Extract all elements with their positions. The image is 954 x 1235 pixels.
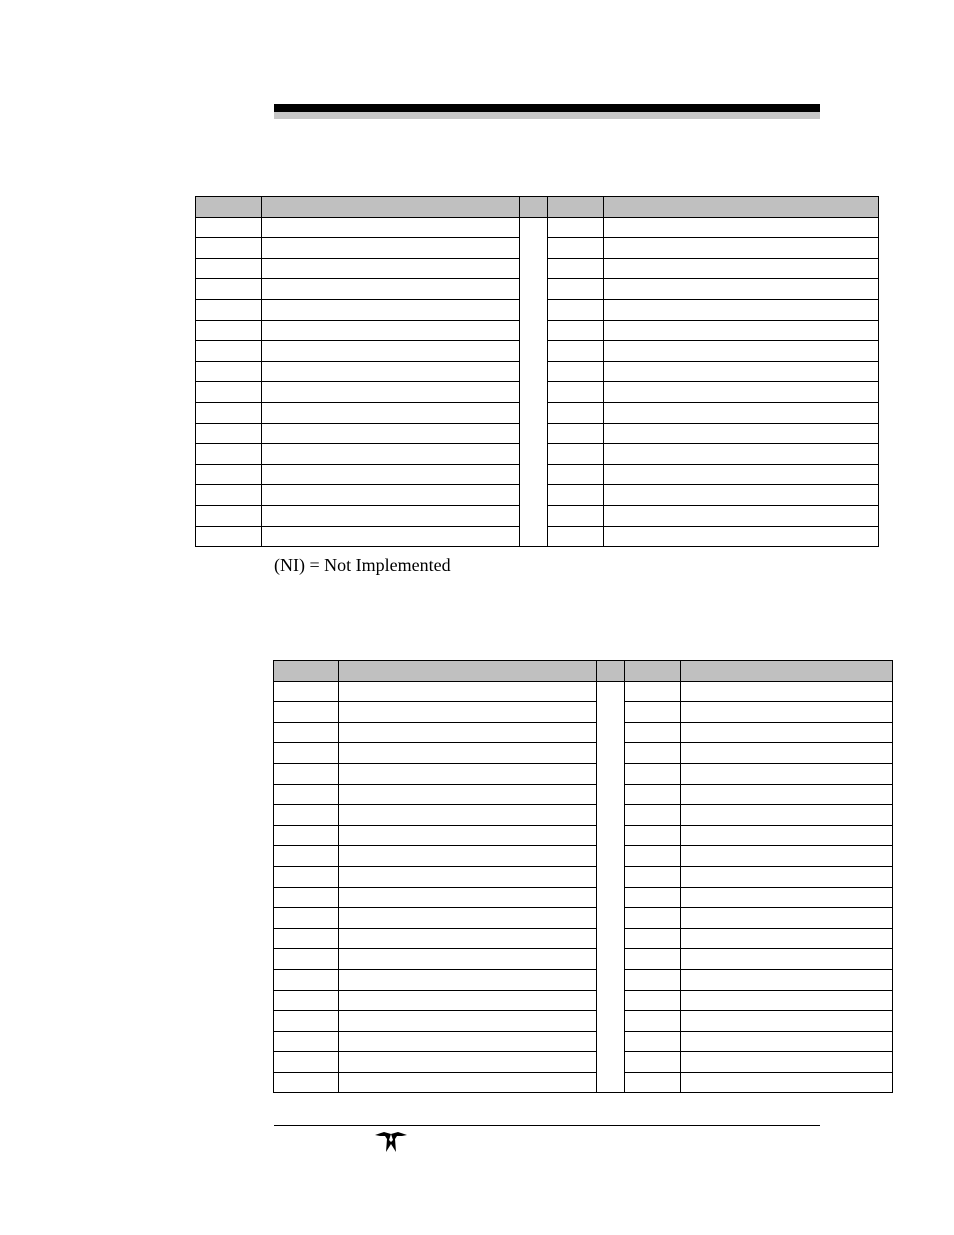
table-cell xyxy=(196,238,262,259)
table-cell xyxy=(548,299,604,320)
table-cell xyxy=(196,464,262,485)
table-cell xyxy=(681,702,893,723)
table-cell xyxy=(274,949,339,970)
table-cell xyxy=(681,866,893,887)
table-cell xyxy=(604,279,879,300)
table-cell xyxy=(625,825,681,846)
table-cell xyxy=(681,949,893,970)
table-cell xyxy=(625,763,681,784)
table-row xyxy=(274,722,893,743)
table-cell xyxy=(625,702,681,723)
table-cell xyxy=(196,505,262,526)
table-cell xyxy=(625,681,681,702)
footer-rule xyxy=(274,1125,820,1126)
table-cell xyxy=(274,908,339,929)
table-cell xyxy=(625,1072,681,1093)
table-cell xyxy=(274,702,339,723)
table-cell xyxy=(604,526,879,547)
header-rule-black xyxy=(274,104,820,112)
table-cell xyxy=(274,743,339,764)
table-cell xyxy=(339,949,597,970)
table-cell xyxy=(604,341,879,362)
table-cell xyxy=(339,887,597,908)
table-cell xyxy=(262,238,520,259)
table-cell xyxy=(681,969,893,990)
table-cell xyxy=(339,763,597,784)
table-row xyxy=(196,217,879,238)
table-cell xyxy=(196,444,262,465)
table-cell xyxy=(625,743,681,764)
table-cell xyxy=(681,681,893,702)
table-cell xyxy=(274,969,339,990)
table-cell xyxy=(274,1011,339,1032)
table-cell xyxy=(604,505,879,526)
separator-column xyxy=(520,217,548,547)
table-row xyxy=(274,805,893,826)
table-cell xyxy=(262,341,520,362)
header-cell xyxy=(625,661,681,682)
table-row xyxy=(274,846,893,867)
table-cell xyxy=(339,825,597,846)
table-cell xyxy=(262,279,520,300)
table-cell xyxy=(262,423,520,444)
table-cell xyxy=(604,423,879,444)
table-row xyxy=(274,928,893,949)
table-cell xyxy=(604,382,879,403)
table-row xyxy=(274,1031,893,1052)
table-cell xyxy=(625,866,681,887)
pin-table-2 xyxy=(273,660,893,1093)
table-cell xyxy=(604,361,879,382)
table-cell xyxy=(274,990,339,1011)
table-cell xyxy=(339,784,597,805)
header-cell xyxy=(520,197,548,218)
table-cell xyxy=(604,217,879,238)
table-cell xyxy=(274,722,339,743)
table-row xyxy=(274,1052,893,1073)
table-cell xyxy=(681,743,893,764)
table-cell xyxy=(339,702,597,723)
table-cell xyxy=(339,846,597,867)
table-cell xyxy=(196,423,262,444)
table-cell xyxy=(681,928,893,949)
table-cell xyxy=(681,805,893,826)
table-cell xyxy=(339,722,597,743)
pin-table-1 xyxy=(195,196,879,547)
table-cell xyxy=(339,1011,597,1032)
teledyne-logo-icon xyxy=(372,1130,410,1154)
header-cell xyxy=(681,661,893,682)
table-cell xyxy=(548,423,604,444)
footnote: (NI) = Not Implemented xyxy=(274,555,451,575)
table-cell xyxy=(274,681,339,702)
table-cell xyxy=(196,299,262,320)
table-cell xyxy=(548,464,604,485)
table-cell xyxy=(262,464,520,485)
table-cell xyxy=(604,444,879,465)
table-cell xyxy=(262,485,520,506)
table-cell xyxy=(625,1052,681,1073)
table-cell xyxy=(681,1072,893,1093)
table-cell xyxy=(625,908,681,929)
table-cell xyxy=(625,1031,681,1052)
header-cell xyxy=(196,197,262,218)
table-cell xyxy=(274,866,339,887)
table-cell xyxy=(339,1052,597,1073)
table-cell xyxy=(681,825,893,846)
table-cell xyxy=(262,217,520,238)
header-cell xyxy=(597,661,625,682)
table-cell xyxy=(604,320,879,341)
table-cell xyxy=(681,1011,893,1032)
table-cell xyxy=(548,238,604,259)
table-cell xyxy=(262,526,520,547)
table-cell xyxy=(339,928,597,949)
table-cell xyxy=(548,382,604,403)
header-cell xyxy=(548,197,604,218)
table-cell xyxy=(548,279,604,300)
table-row xyxy=(274,743,893,764)
table-cell xyxy=(274,825,339,846)
table-cell xyxy=(196,341,262,362)
table-cell xyxy=(548,217,604,238)
table-cell xyxy=(339,908,597,929)
table-cell xyxy=(274,887,339,908)
table-row xyxy=(274,1011,893,1032)
table-cell xyxy=(339,1072,597,1093)
table-cell xyxy=(262,361,520,382)
table-cell xyxy=(196,402,262,423)
separator-column xyxy=(597,681,625,1093)
table-cell xyxy=(548,402,604,423)
header-rule-gray xyxy=(274,112,820,119)
table-cell xyxy=(604,258,879,279)
table-row xyxy=(274,784,893,805)
table-cell xyxy=(262,505,520,526)
table-cell xyxy=(604,238,879,259)
table-row xyxy=(274,866,893,887)
table-cell xyxy=(339,743,597,764)
header-cell xyxy=(262,197,520,218)
table-cell xyxy=(548,444,604,465)
table-cell xyxy=(604,299,879,320)
table-cell xyxy=(274,928,339,949)
table-row xyxy=(274,908,893,929)
table-cell xyxy=(681,990,893,1011)
table-cell xyxy=(681,763,893,784)
table-row xyxy=(274,990,893,1011)
table-row xyxy=(274,949,893,970)
table-cell xyxy=(681,908,893,929)
table-cell xyxy=(262,444,520,465)
table-cell xyxy=(274,784,339,805)
table-row xyxy=(274,825,893,846)
table-row xyxy=(274,702,893,723)
table-cell xyxy=(681,1031,893,1052)
table-row xyxy=(274,763,893,784)
table-cell xyxy=(548,341,604,362)
table-cell xyxy=(625,784,681,805)
table-row xyxy=(274,681,893,702)
table-header-row xyxy=(274,661,893,682)
table-cell xyxy=(625,805,681,826)
table-cell xyxy=(681,722,893,743)
table-cell xyxy=(274,805,339,826)
table-cell xyxy=(548,526,604,547)
table-cell xyxy=(681,784,893,805)
table-cell xyxy=(196,526,262,547)
table-cell xyxy=(604,402,879,423)
header-cell xyxy=(339,661,597,682)
table-row xyxy=(274,969,893,990)
table-cell xyxy=(625,846,681,867)
table-cell xyxy=(196,361,262,382)
table-cell xyxy=(339,969,597,990)
table-cell xyxy=(274,846,339,867)
header-cell xyxy=(604,197,879,218)
table-cell xyxy=(604,464,879,485)
table-cell xyxy=(625,990,681,1011)
table-cell xyxy=(274,1031,339,1052)
table-cell xyxy=(625,722,681,743)
table-cell xyxy=(274,763,339,784)
table-row xyxy=(274,1072,893,1093)
table-cell xyxy=(339,990,597,1011)
table-cell xyxy=(681,846,893,867)
table-cell xyxy=(548,505,604,526)
table-cell xyxy=(339,681,597,702)
table-cell xyxy=(274,1052,339,1073)
table-cell xyxy=(262,402,520,423)
table-cell xyxy=(681,887,893,908)
table-cell xyxy=(625,949,681,970)
table-cell xyxy=(262,258,520,279)
table-cell xyxy=(196,258,262,279)
table-cell xyxy=(625,1011,681,1032)
table-cell xyxy=(548,485,604,506)
table-cell xyxy=(548,361,604,382)
header-cell xyxy=(274,661,339,682)
table-cell xyxy=(681,1052,893,1073)
table-cell xyxy=(196,382,262,403)
table-cell xyxy=(262,382,520,403)
table-cell xyxy=(196,279,262,300)
table-row xyxy=(274,887,893,908)
table-cell xyxy=(274,1072,339,1093)
table-cell xyxy=(339,866,597,887)
table-cell xyxy=(625,969,681,990)
table-cell xyxy=(196,320,262,341)
table-cell xyxy=(339,1031,597,1052)
table-cell xyxy=(625,928,681,949)
table-header-row xyxy=(196,197,879,218)
table-cell xyxy=(548,320,604,341)
table-cell xyxy=(262,299,520,320)
table-cell xyxy=(196,485,262,506)
table-cell xyxy=(339,805,597,826)
table-cell xyxy=(262,320,520,341)
table-cell xyxy=(548,258,604,279)
table-cell xyxy=(625,887,681,908)
table-cell xyxy=(196,217,262,238)
table-cell xyxy=(604,485,879,506)
